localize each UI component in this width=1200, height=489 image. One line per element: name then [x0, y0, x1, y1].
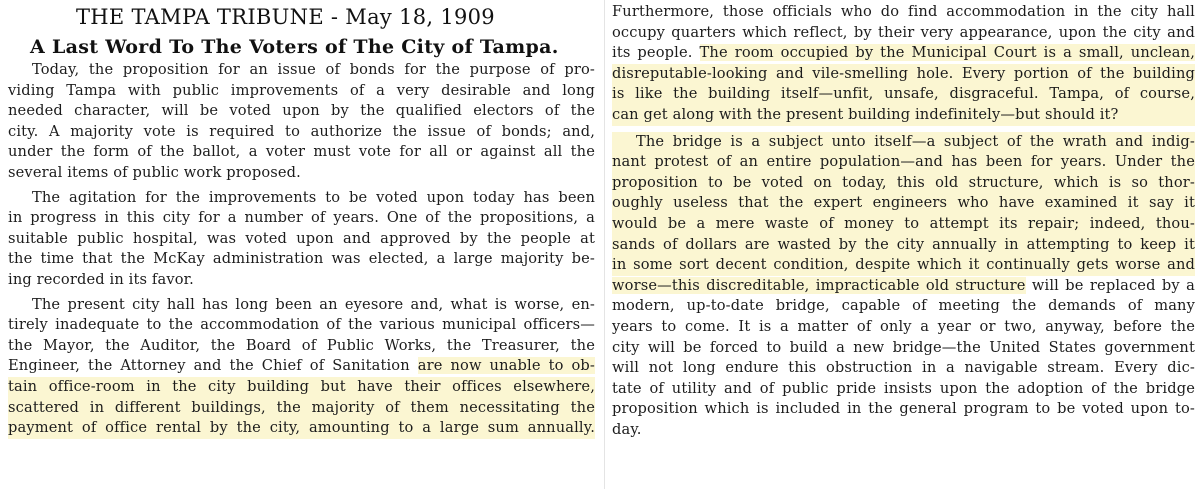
text-line: day. [612, 420, 642, 438]
text-line: will not long endure this obstruction in a navigable stream. Every dic- [612, 359, 1195, 377]
highlighted-line: would be a mere waste of money to attempt its repair; indeed, thou- [612, 214, 1195, 235]
text-line: several items of public work proposed. [8, 163, 301, 181]
paragraph-bridge [612, 132, 1195, 441]
highlighted-line: The bridge is a subject unto itself—a subject of the wrath and indig- [612, 132, 1195, 153]
highlighted-line: disreputable-looking and vile-smelling hole. Every portion of the building [612, 64, 1195, 85]
text-line: proposition which is included in the general program to be voted upon to- [612, 400, 1195, 418]
highlighted-line: is like the building itself—unfit, unsafe, disgraceful. Tampa, of course, [612, 84, 1195, 105]
column-divider [604, 0, 605, 489]
text-line: city will be forced to build a new bridge—the United States government [612, 338, 1195, 356]
highlighted-line: oughly useless that the expert engineers who have examined it say it [612, 193, 1195, 214]
text-segment: its people. [612, 44, 700, 62]
text-line: under the form of the ballot, a voter must vote for all or against all the [8, 143, 595, 161]
highlighted-line: sands of dollars are wasted by the city annually in attempting to keep it [612, 235, 1195, 256]
text-line: years to come. It is a matter of only a year or two, anyway, before the [612, 317, 1195, 335]
highlighted-text: The room occupied by the Municipal Court is a small, unclean, [699, 44, 1196, 62]
paragraph-bond-proposition [8, 60, 595, 184]
highlighted-line: proposition to be voted on today, this old structure, which is so thor- [612, 173, 1195, 194]
text-line [8, 356, 595, 377]
highlighted-line: scattered in different buildings, the majority of them necessitating the [8, 398, 595, 419]
text-segment: will be replaced by a [1025, 276, 1195, 294]
text-line [612, 276, 1195, 297]
text-line: occupy quarters which reflect, by their very appearance, upon the city and [612, 23, 1195, 41]
text-line [612, 43, 1195, 64]
headline: A Last Word To The Voters of The City of Tampa. [30, 36, 559, 58]
highlighted-text: worse—this discreditable, impracticable old structure [612, 276, 1026, 294]
text-line: the Mayor, the Auditor, the Board of Public Works, the Treasurer, the [8, 336, 595, 354]
text-line: suitable public hospital, was voted upon and approved by the people at [8, 229, 595, 247]
text-line: Furthermore, those officials who do find accommodation in the city hall [612, 3, 1195, 20]
text-line: city. A majority vote is required to authorize the issue of bonds; and, [8, 122, 595, 140]
text-line: The agitation for the improvements to be voted upon today has been [32, 188, 595, 206]
masthead: THE TAMPA TRIBUNE - May 18, 1909 [76, 5, 495, 29]
text-segment: Engineer, the Attorney and the Chief of Sanitation [8, 357, 418, 375]
paragraph-city-hall [8, 295, 595, 439]
text-line: modern, up-to-date bridge, capable of meeting the demands of many [612, 297, 1195, 315]
highlighted-line: in some sort decent condition, despite which it continually gets worse and [612, 255, 1195, 276]
text-line: tate of utility and of public pride insists upon the adoption of the bridge [612, 379, 1195, 397]
text-line: Today, the proposition for an issue of bonds for the purpose of pro- [32, 61, 595, 78]
highlighted-text: are now unable to ob- [417, 357, 595, 375]
paragraph-officials [612, 2, 1195, 126]
text-line: tirely inadequate to the accommodation of the various municipal officers— [8, 316, 595, 334]
highlighted-line: payment of office rental by the city, amounting to a large sum annually. [8, 418, 595, 439]
right-column [612, 0, 1195, 444]
text-line: needed character, will be voted upon by the qualified electors of the [8, 102, 595, 120]
text-line: in progress in this city for a number of years. One of the propositions, a [8, 209, 595, 227]
text-line: the time that the McKay administration was elected, a large majority be- [8, 250, 595, 268]
highlighted-line: can get along with the present building indefinitely—but should it? [612, 105, 1195, 126]
left-column [8, 0, 595, 443]
highlighted-line: nant protest of an entire population—and has been for years. Under the [612, 152, 1195, 173]
paragraph-agitation [8, 188, 595, 291]
text-line: ing recorded in its favor. [8, 270, 194, 288]
text-line: The present city hall has long been an eyesore and, what is worse, en- [32, 295, 595, 313]
text-line: viding Tampa with public improvements of a very desirable and long [8, 81, 595, 99]
highlighted-line: tain office-room in the city building but have their offices elsewhere, [8, 377, 595, 398]
